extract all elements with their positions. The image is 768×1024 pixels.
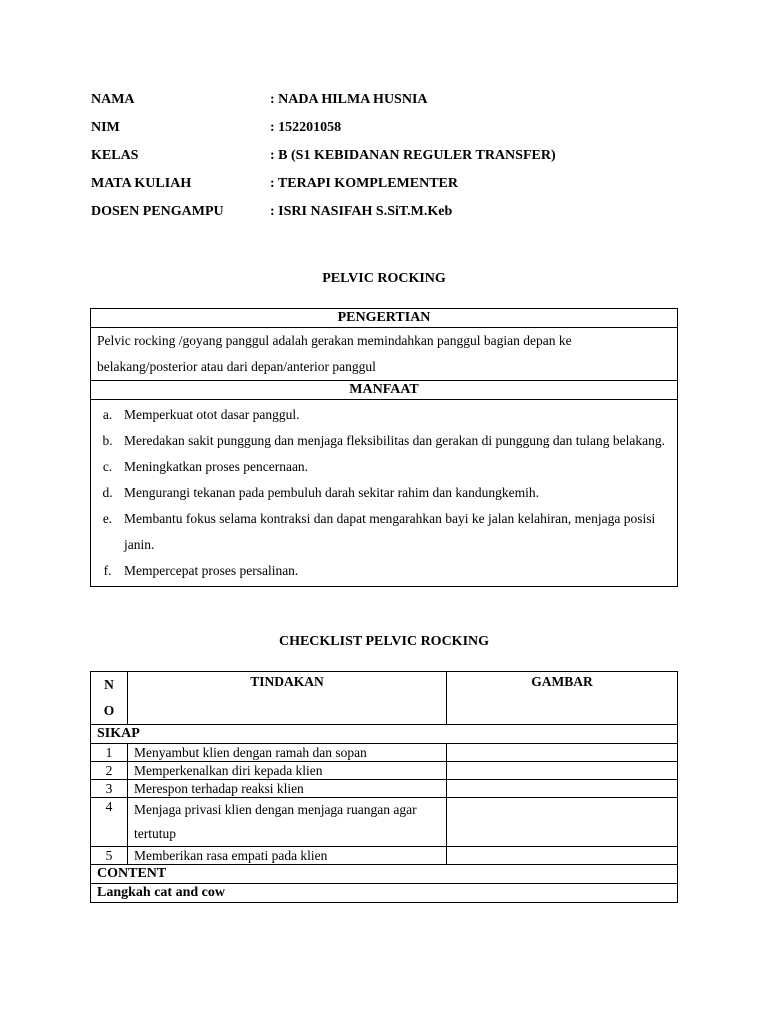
page-title: PELVIC ROCKING bbox=[322, 271, 446, 286]
list-marker: a. bbox=[102, 407, 113, 422]
table-row bbox=[91, 744, 678, 762]
list-item-text: Membantu fokus selama kontraksi dan dapat mengarahkan bayi ke jalan kelahiran, menjaga posisi janin. bbox=[124, 511, 656, 552]
column-header-action: TINDAKAN bbox=[128, 672, 447, 725]
list-marker: d. bbox=[102, 485, 113, 500]
row-action: Merespon terhadap reaksi klien bbox=[128, 780, 447, 798]
list-item bbox=[91, 506, 671, 558]
checklist-title: CHECKLIST PELVIC ROCKING bbox=[278, 634, 490, 649]
definition-text: Pelvic rocking /goyang panggul adalah gerakan memindahkan panggul bagian depan ke belakang/posterior atau dari depan/anterior panggul bbox=[91, 328, 678, 381]
info-value: : ISRI NASIFAH S.SiT.M.Keb bbox=[270, 204, 453, 219]
row-image-cell bbox=[447, 762, 678, 780]
info-label: NAMA bbox=[91, 92, 135, 107]
list-item bbox=[91, 428, 671, 454]
list-marker: f. bbox=[103, 563, 112, 578]
benefits-heading: MANFAAT bbox=[91, 381, 678, 400]
list-item-text: Memperkuat otot dasar panggul. bbox=[124, 407, 300, 422]
row-image-cell bbox=[447, 744, 678, 762]
row-number: 2 bbox=[91, 762, 128, 780]
list-item-text: Mempercepat proses persalinan. bbox=[124, 563, 299, 578]
list-marker: b. bbox=[102, 433, 113, 448]
section-label-content: CONTENT bbox=[91, 865, 678, 884]
list-item bbox=[91, 558, 671, 584]
section-row-sikap bbox=[91, 725, 678, 744]
definition-heading: PENGERTIAN bbox=[91, 309, 678, 328]
checklist-header-row bbox=[91, 672, 678, 725]
table-row bbox=[91, 847, 678, 865]
info-row-nim bbox=[91, 120, 691, 148]
definition-table bbox=[90, 308, 678, 587]
list-item-text: Meningkatkan proses pencernaan. bbox=[124, 459, 309, 474]
column-header-no-line2: O bbox=[103, 703, 115, 718]
table-row bbox=[91, 780, 678, 798]
info-label: NIM bbox=[91, 120, 120, 135]
row-action: Memperkenalkan diri kepada klien bbox=[128, 762, 447, 780]
info-value: : TERAPI KOMPLEMENTER bbox=[270, 176, 458, 191]
row-number: 3 bbox=[91, 780, 128, 798]
column-header-no bbox=[91, 672, 128, 725]
subsection-label: Langkah cat and cow bbox=[91, 884, 678, 903]
list-marker: e. bbox=[102, 511, 113, 526]
info-value: : 152201058 bbox=[270, 120, 342, 135]
subsection-row bbox=[91, 884, 678, 903]
table-row bbox=[91, 798, 678, 847]
info-row-dosen bbox=[91, 204, 691, 232]
list-item-text: Meredakan sakit punggung dan menjaga fleksibilitas dan gerakan di punggung dan tulang belakang. bbox=[124, 433, 665, 448]
list-item bbox=[91, 480, 671, 506]
list-item bbox=[91, 454, 671, 480]
list-marker: c. bbox=[102, 459, 113, 474]
row-image-cell bbox=[447, 847, 678, 865]
section-label-sikap: SIKAP bbox=[91, 725, 678, 744]
row-action: Menjaga privasi klien dengan menjaga ruangan agar tertutup bbox=[128, 798, 447, 847]
benefits-list bbox=[91, 400, 678, 587]
info-value: : NADA HILMA HUSNIA bbox=[270, 92, 428, 107]
info-label: MATA KULIAH bbox=[91, 176, 192, 191]
student-info bbox=[91, 92, 691, 232]
section-row-content bbox=[91, 865, 678, 884]
column-header-no-line1: N bbox=[104, 677, 114, 692]
row-action: Memberikan rasa empati pada klien bbox=[128, 847, 447, 865]
checklist-table bbox=[90, 671, 678, 903]
list-item-text: Mengurangi tekanan pada pembuluh darah sekitar rahim dan kandungkemih. bbox=[124, 485, 539, 500]
row-number: 4 bbox=[91, 798, 128, 847]
info-value: : B (S1 KEBIDANAN REGULER TRANSFER) bbox=[270, 148, 556, 163]
row-action: Menyambut klien dengan ramah dan sopan bbox=[128, 744, 447, 762]
column-header-image: GAMBAR bbox=[447, 672, 678, 725]
info-row-nama bbox=[91, 92, 691, 120]
table-row bbox=[91, 762, 678, 780]
info-row-kelas bbox=[91, 148, 691, 176]
row-image-cell bbox=[447, 798, 678, 847]
list-item bbox=[91, 402, 671, 428]
row-number: 1 bbox=[91, 744, 128, 762]
info-label: DOSEN PENGAMPU bbox=[91, 204, 224, 219]
row-number: 5 bbox=[91, 847, 128, 865]
info-row-mata-kuliah bbox=[91, 176, 691, 204]
row-image-cell bbox=[447, 780, 678, 798]
info-label: KELAS bbox=[91, 148, 139, 163]
